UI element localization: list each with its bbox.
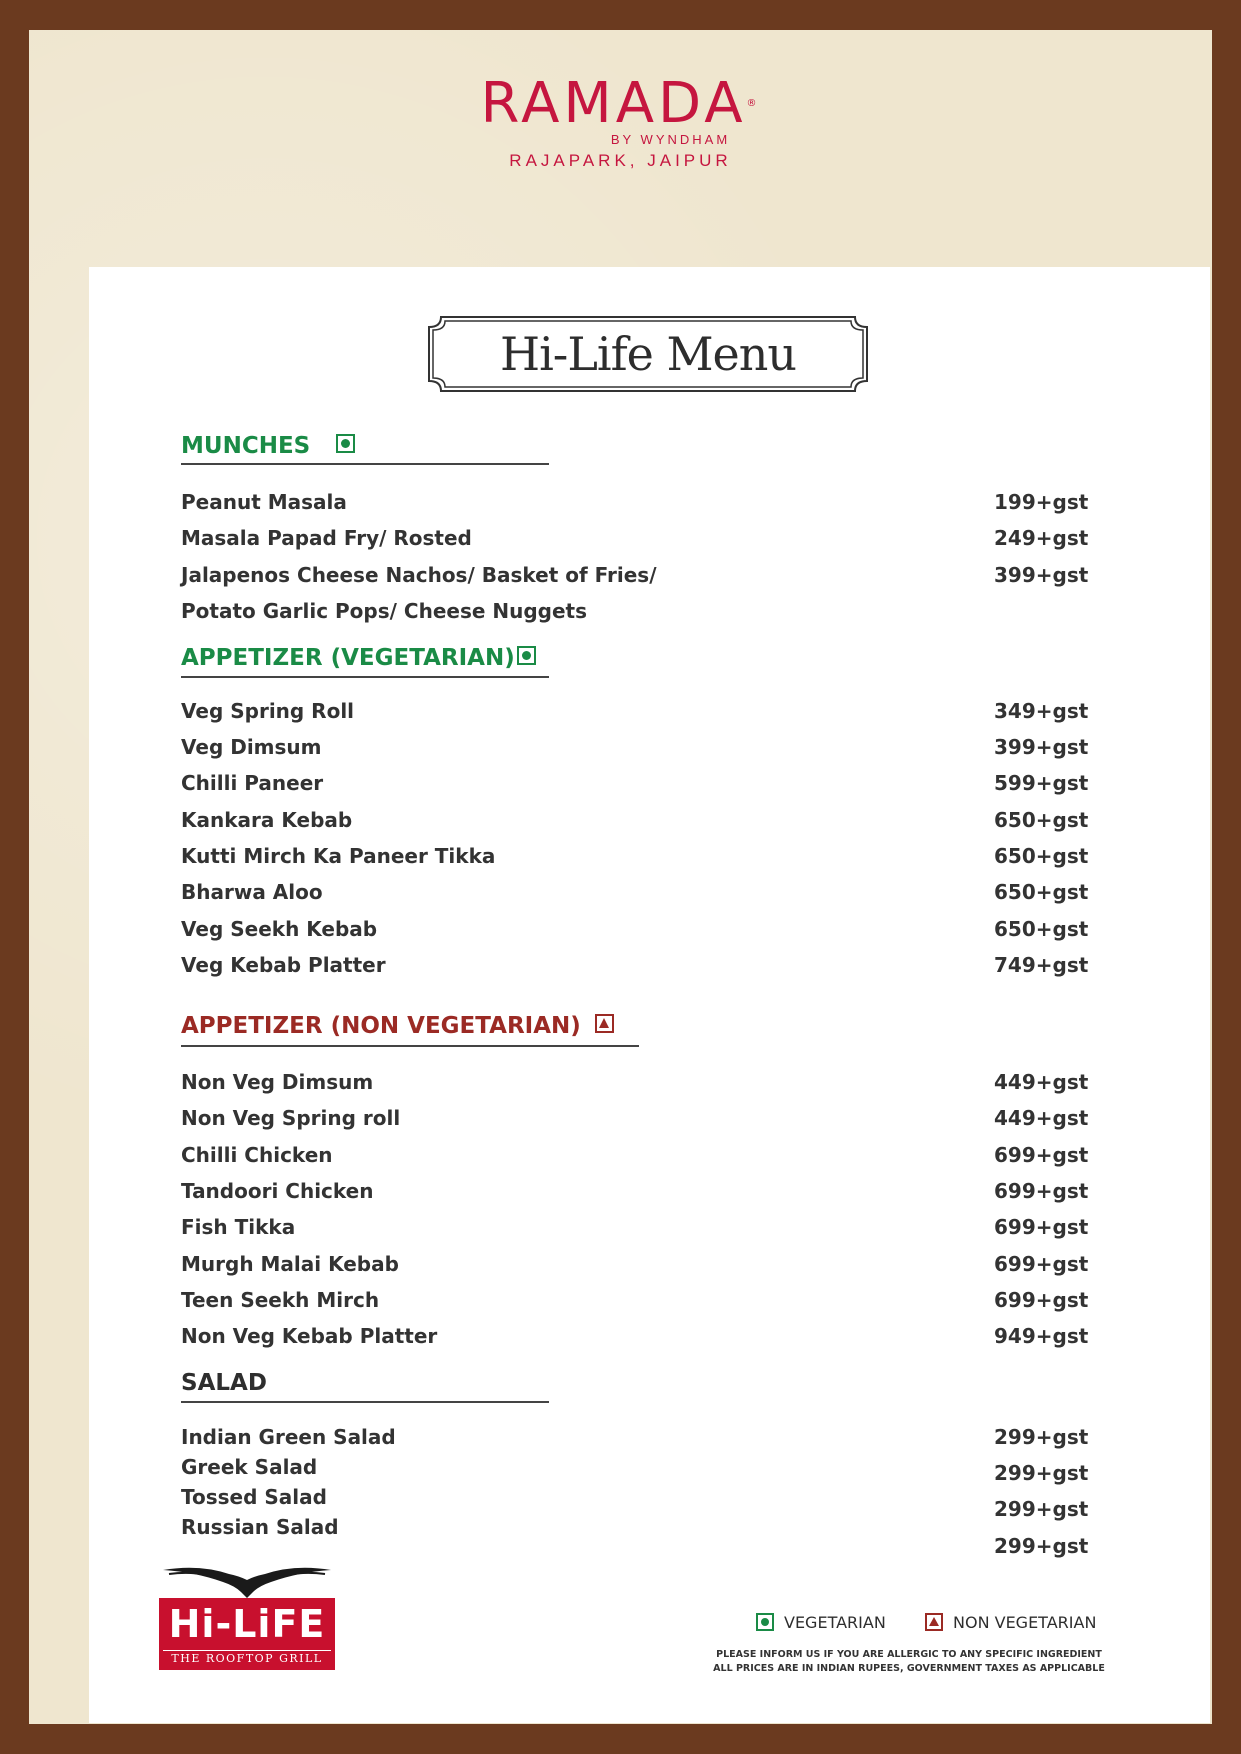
allergy-note: PLEASE INFORM US IF YOU ARE ALLERGIC TO ANY SPECIFIC INGREDIENT [716, 1649, 1102, 1660]
menu-item: Chilli Paneer [181, 771, 324, 795]
section-title: APPETIZER (NON VEGETARIAN) [181, 1013, 581, 1039]
registered-mark: ® [746, 98, 761, 109]
price-note: ALL PRICES ARE IN INDIAN RUPEES, GOVERNMENT TAXES AS APPLICABLE [713, 1663, 1105, 1674]
menu-item-price: 199+gst [994, 490, 1089, 514]
menu-item-price: 299+gst [994, 1534, 1089, 1558]
brand-name: RAMADA [480, 71, 747, 136]
menu-item: Jalapenos Cheese Nachos/ Basket of Fries/ [181, 563, 657, 587]
menu-item-price: 399+gst [994, 563, 1089, 587]
menu-page [29, 30, 1212, 1724]
legend-veg [756, 1612, 886, 1634]
menu-item: Veg Seekh Kebab [181, 917, 378, 941]
section-appetizer-veg [181, 643, 536, 673]
brand-by: BY WYNDHAM [610, 132, 731, 147]
section-underline [181, 1045, 639, 1047]
section-underline [181, 676, 549, 678]
menu-item-price: 299+gst [994, 1461, 1089, 1485]
menu-item-price: 650+gst [994, 880, 1089, 904]
menu-item-price: 399+gst [994, 735, 1089, 759]
menu-item: Teen Seekh Mirch [181, 1288, 380, 1312]
menu-item-price: 349+gst [994, 699, 1089, 723]
menu-item: Murgh Malai Kebab [181, 1252, 399, 1276]
menu-item: Veg Kebab Platter [181, 953, 386, 977]
menu-item: Kankara Kebab [181, 808, 353, 832]
menu-item-price: 699+gst [994, 1252, 1089, 1276]
menu-title-frame [427, 315, 869, 393]
menu-item-price: 249+gst [994, 526, 1089, 550]
menu-item: Russian Salad [181, 1515, 339, 1539]
menu-item-price: 599+gst [994, 771, 1089, 795]
nonveg-icon [925, 1613, 943, 1631]
menu-item-price: 699+gst [994, 1179, 1089, 1203]
brand-location: RAJAPARK, JAIPUR [509, 151, 732, 170]
menu-item: Potato Garlic Pops/ Cheese Nuggets [181, 599, 588, 623]
menu-item: Non Veg Dimsum [181, 1070, 374, 1094]
menu-item: Greek Salad [181, 1455, 318, 1479]
menu-item: Fish Tikka [181, 1215, 296, 1239]
veg-icon [517, 646, 536, 665]
menu-item: Bharwa Aloo [181, 880, 323, 904]
section-munches [181, 431, 355, 461]
section-title: MUNCHES [181, 433, 311, 459]
veg-icon [336, 434, 355, 453]
section-appetizer-nonveg [181, 1011, 614, 1041]
menu-item: Indian Green Salad [181, 1425, 396, 1449]
menu-item-price: 699+gst [994, 1215, 1089, 1239]
eagle-icon [159, 1562, 335, 1602]
menu-item: Non Veg Spring roll [181, 1106, 401, 1130]
legend-veg-label: VEGETARIAN [784, 1613, 886, 1632]
menu-item: Chilli Chicken [181, 1143, 333, 1167]
logo-name: Hi-LiFE [168, 1602, 326, 1646]
nonveg-icon [595, 1014, 614, 1033]
section-underline [181, 463, 549, 465]
menu-item: Kutti Mirch Ka Paneer Tikka [181, 844, 496, 868]
menu-card [89, 267, 1210, 1723]
section-salad [181, 1368, 267, 1398]
menu-item-price: 650+gst [994, 808, 1089, 832]
menu-item-price: 749+gst [994, 953, 1089, 977]
menu-item: Non Veg Kebab Platter [181, 1324, 438, 1348]
menu-item: Masala Papad Fry/ Rosted [181, 526, 472, 550]
menu-item-price: 699+gst [994, 1143, 1089, 1167]
menu-item: Peanut Masala [181, 490, 347, 514]
menu-item-price: 650+gst [994, 917, 1089, 941]
section-title: SALAD [181, 1370, 267, 1396]
ramada-logo [29, 71, 1212, 171]
legend-nonveg-label: NON VEGETARIAN [953, 1613, 1097, 1632]
menu-item: Veg Spring Roll [181, 699, 355, 723]
menu-item-price: 699+gst [994, 1288, 1089, 1312]
section-title: APPETIZER (VEGETARIAN) [181, 645, 515, 671]
menu-item-price: 299+gst [994, 1425, 1089, 1449]
menu-item-price: 299+gst [994, 1497, 1089, 1521]
menu-item-price: 449+gst [994, 1070, 1089, 1094]
veg-icon [756, 1613, 774, 1631]
section-underline [181, 1401, 549, 1403]
menu-item: Tandoori Chicken [181, 1179, 374, 1203]
menu-item: Veg Dimsum [181, 735, 322, 759]
menu-item-price: 650+gst [994, 844, 1089, 868]
legend-nonveg [925, 1612, 1096, 1634]
menu-title: Hi-Life Menu [499, 327, 797, 381]
logo-tagline: THE ROOFTOP GRILL [163, 1650, 331, 1667]
menu-item-price: 949+gst [994, 1324, 1089, 1348]
menu-item: Tossed Salad [181, 1485, 327, 1509]
menu-item-price: 449+gst [994, 1106, 1089, 1130]
